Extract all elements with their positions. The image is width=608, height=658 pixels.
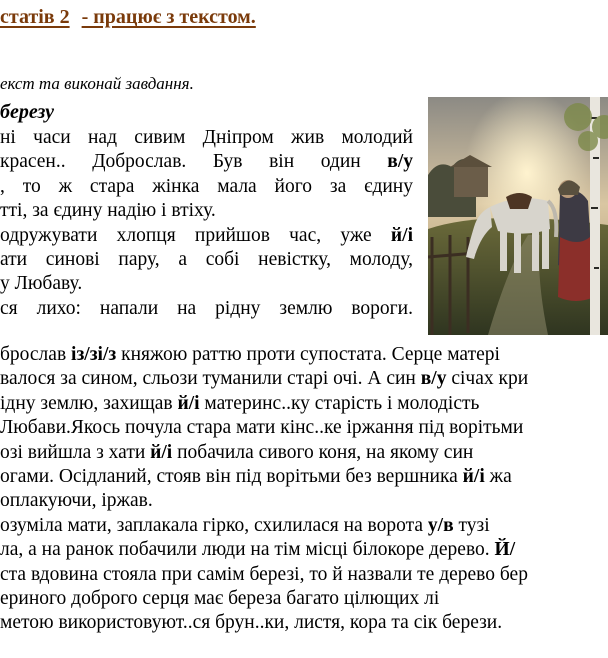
text-segment: оплакуючи, іржав. xyxy=(0,490,153,512)
text-line xyxy=(0,538,608,562)
text-line xyxy=(0,587,608,611)
letter-choice: Й/ xyxy=(494,539,516,561)
text-segment: брослав xyxy=(0,344,72,365)
text-segment: одружувати хлопця прийшов час, уже xyxy=(0,224,391,246)
text-line xyxy=(0,367,608,391)
text-segment: озуміла мати, заплакала гірко, схилилася на ворота xyxy=(0,514,428,536)
text-segment: валося за сином, сльози туманили старі очі. А син xyxy=(0,368,421,390)
text-segment: ла, а на ранок побачили люди на тім місці білокоре дерево. xyxy=(0,539,495,561)
text-line xyxy=(0,611,608,635)
text-segment: ідну землю, захищав xyxy=(0,392,178,414)
text-segment: метою використовуют..ся брун..ки, листя, кора та сік берези. xyxy=(0,612,503,634)
task-heading-part1: статів 2 xyxy=(0,6,70,28)
instruction-text: екст та виконай завдання. xyxy=(0,74,194,93)
text-line xyxy=(0,489,608,513)
task-heading xyxy=(0,6,256,29)
text-line xyxy=(0,465,608,489)
text-segment: січах кри xyxy=(446,368,529,390)
text-line xyxy=(0,272,413,296)
text-line xyxy=(0,563,608,587)
text-line xyxy=(0,224,413,248)
letter-choice: й/і xyxy=(150,441,173,463)
text-segment: огами. Осідланий, стояв він під ворітьми без вершника xyxy=(0,466,463,488)
text-segment: побачила сивого коня, на якому син xyxy=(172,441,474,463)
text-segment: тузі xyxy=(453,514,490,536)
text-segment: ати синові пару, а собі невістку, молоду, xyxy=(0,249,413,271)
letter-choice: й/і xyxy=(390,224,413,246)
letter-choice: й/і xyxy=(177,392,200,414)
text-segment: у Любаву. xyxy=(0,273,83,295)
letter-choice: в/у xyxy=(420,368,447,390)
letter-choice: в/у xyxy=(387,151,413,173)
text-segment: , то ж стара жінка мала його за єдину xyxy=(0,175,413,197)
text-segment: красен.. Доброслав. Був він один xyxy=(0,151,388,173)
text-segment: ні часи над сивим Дніпром жив молодий xyxy=(0,127,413,148)
letter-choice: у/в xyxy=(427,514,454,536)
task-heading-part2: - працює з текстом. xyxy=(81,6,256,28)
story-title: березу xyxy=(0,101,55,123)
text-segment: жа xyxy=(484,466,512,488)
text-segment: княжою раттю проти супостата. Серце матері xyxy=(116,344,500,365)
text-line xyxy=(0,416,608,440)
story-paragraph-top xyxy=(0,126,413,321)
letter-choice: й/і xyxy=(462,466,485,488)
text-segment: озі вийшла з хати xyxy=(0,441,151,463)
illustration-horse-woman-birch xyxy=(428,97,608,335)
text-segment: ста вдовина стояла при самім березі, то й назвали те дерево бер xyxy=(0,563,528,585)
text-line xyxy=(0,126,413,150)
text-line xyxy=(0,441,608,465)
text-line xyxy=(0,199,413,223)
text-line xyxy=(0,297,413,321)
text-line xyxy=(0,343,608,367)
text-line xyxy=(0,248,413,272)
text-segment: тті, за єдину надію і втіху. xyxy=(0,200,216,222)
story-paragraph-full xyxy=(0,343,608,636)
letter-choice: із/зі/з xyxy=(71,344,117,365)
text-segment: материнс..ку старість і молодість xyxy=(199,392,480,414)
text-segment: Любави.Якось почула стара мати кінс..ке іржання під ворітьми xyxy=(0,417,524,439)
text-line xyxy=(0,150,413,174)
text-segment: ся лихо: напали на рідну землю вороги. xyxy=(0,297,413,319)
text-segment: ериного доброго серця має береза багато цілющих лі xyxy=(0,588,440,610)
text-line xyxy=(0,514,608,538)
text-line xyxy=(0,392,608,416)
text-line xyxy=(0,175,413,199)
